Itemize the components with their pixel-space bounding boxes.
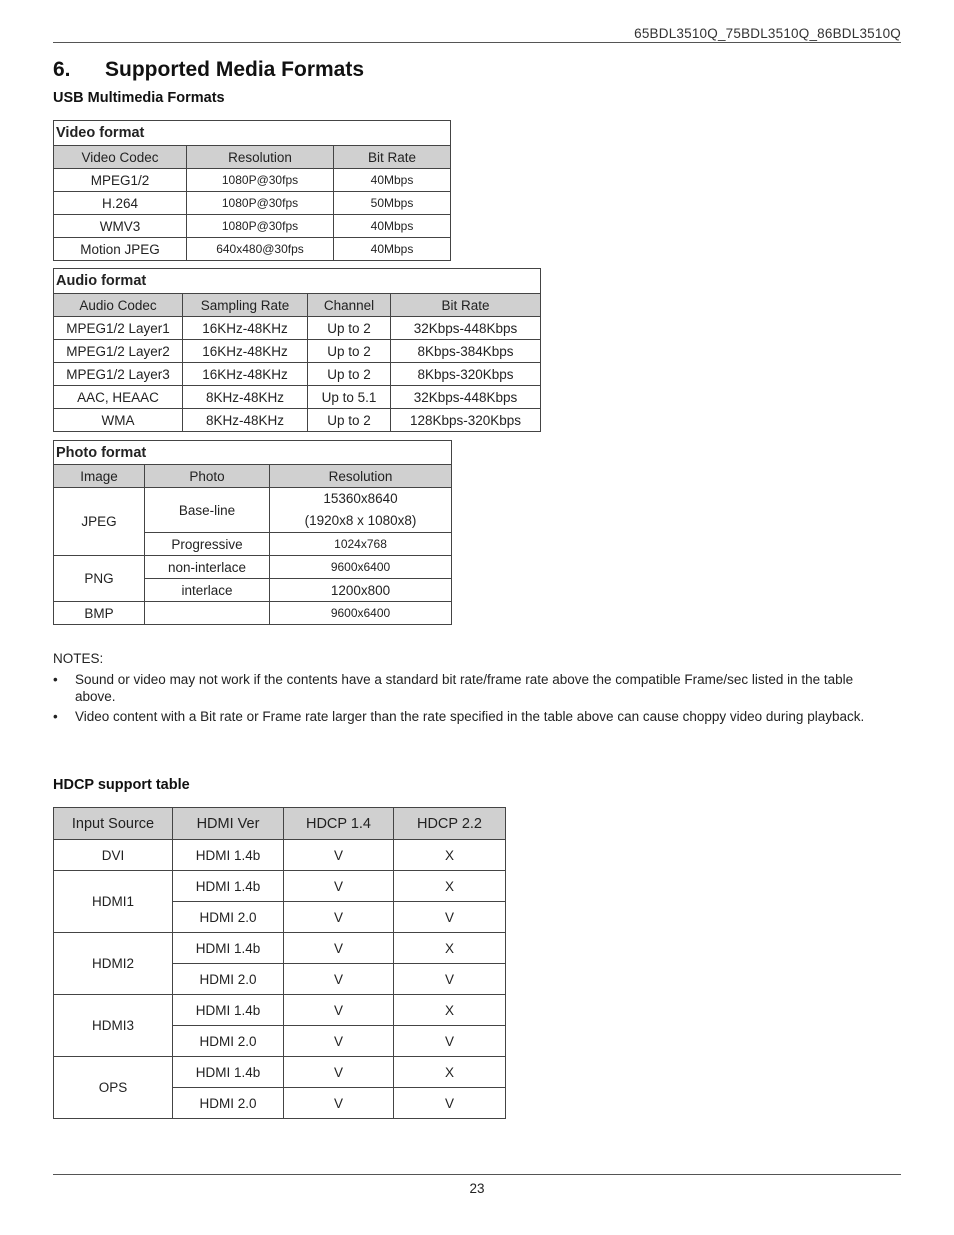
footer-rule [53,1174,901,1175]
table-row [54,238,451,261]
audio-bitrate-cell: 8Kbps-320Kbps [391,363,541,386]
video-header-bitrate: Bit Rate [334,146,451,169]
audio-sampling-cell: 16KHz-48KHz [183,363,308,386]
hdcp14-cell: V [284,1057,394,1088]
photo-bmp-photo [145,602,270,625]
section-number: 6. [53,58,71,81]
video-codec-cell: H.264 [54,192,187,215]
audio-sampling-cell: 16KHz-48KHz [183,317,308,340]
photo-baseline-res-line2: (1920x8 x 1080x8) [304,513,417,528]
hdcp22-cell: X [394,995,506,1026]
photo-image-png: PNG [54,556,145,602]
table-row [54,1057,506,1088]
hdcp-source-dvi: DVI [54,840,173,871]
notes-list [53,671,893,725]
hdcp-ver-cell: HDMI 1.4b [173,933,284,964]
header-model-number: 65BDL3510Q_75BDL3510Q_86BDL3510Q [634,26,901,41]
hdcp-header-hdcp14: HDCP 1.4 [284,808,394,840]
photo-baseline-res-line1: 15360x8640 [323,491,398,506]
hdcp-header-hdmi-ver: HDMI Ver [173,808,284,840]
table-row [54,169,451,192]
hdcp-heading: HDCP support table [53,777,190,793]
table-row [54,995,506,1026]
hdcp-ver-cell: HDMI 2.0 [173,964,284,995]
hdcp22-cell: X [394,871,506,902]
video-format-caption: Video format [54,121,451,146]
photo-noninterlace-resolution: 9600x6400 [270,556,452,579]
table-row [54,215,451,238]
photo-noninterlace: non-interlace [145,556,270,579]
hdcp14-cell: V [284,933,394,964]
list-item [53,708,893,725]
hdcp-ver-cell: HDMI 2.0 [173,902,284,933]
hdcp-source-hdmi3: HDMI3 [54,995,173,1057]
audio-codec-cell: WMA [54,409,183,432]
audio-channel-cell: Up to 2 [308,317,391,340]
video-bitrate-cell: 40Mbps [334,169,451,192]
note-text: Video content with a Bit rate or Frame rate larger than the rate specified in the table above can cause choppy video during playback. [75,709,865,724]
hdcp-ver-cell: HDMI 1.4b [173,995,284,1026]
table-row [54,556,452,579]
section-title [53,58,364,82]
hdcp22-cell: V [394,1026,506,1057]
hdcp22-cell: V [394,902,506,933]
hdcp14-cell: V [284,840,394,871]
audio-codec-cell: MPEG1/2 Layer3 [54,363,183,386]
audio-format-caption: Audio format [54,269,541,294]
video-bitrate-cell: 50Mbps [334,192,451,215]
table-row [54,340,541,363]
hdcp22-cell: X [394,840,506,871]
photo-interlace-resolution: 1200x800 [270,579,452,602]
photo-image-jpeg: JPEG [54,488,145,556]
hdcp14-cell: V [284,902,394,933]
table-row [54,933,506,964]
video-format-table [53,120,451,261]
video-resolution-cell: 1080P@30fps [187,215,334,238]
hdcp14-cell: V [284,964,394,995]
note-text: Sound or video may not work if the contents have a standard bit rate/frame rate above the compatible Frame/sec listed in the table above. [75,672,854,704]
table-row [54,192,451,215]
video-codec-cell: WMV3 [54,215,187,238]
video-codec-cell: Motion JPEG [54,238,187,261]
notes-section [53,650,893,728]
table-row [54,871,506,902]
table-row [54,840,506,871]
hdcp-ver-cell: HDMI 1.4b [173,871,284,902]
notes-label: NOTES: [53,651,104,666]
hdcp22-cell: X [394,1057,506,1088]
hdcp-table [53,807,506,1119]
list-item [53,671,893,705]
hdcp-source-hdmi2: HDMI2 [54,933,173,995]
audio-header-codec: Audio Codec [54,294,183,317]
hdcp-ver-cell: HDMI 1.4b [173,1057,284,1088]
table-row [54,317,541,340]
photo-image-bmp: BMP [54,602,145,625]
audio-format-table [53,268,541,432]
table-row [54,409,541,432]
audio-bitrate-cell: 32Kbps-448Kbps [391,317,541,340]
hdcp-ver-cell: HDMI 1.4b [173,840,284,871]
hdcp14-cell: V [284,995,394,1026]
audio-channel-cell: Up to 2 [308,340,391,363]
hdcp-ver-cell: HDMI 2.0 [173,1088,284,1119]
audio-header-channel: Channel [308,294,391,317]
hdcp14-cell: V [284,1088,394,1119]
video-codec-cell: MPEG1/2 [54,169,187,192]
photo-format-caption: Photo format [54,441,452,465]
video-header-codec: Video Codec [54,146,187,169]
section-title-text: Supported Media Formats [105,58,365,81]
hdcp-header-hdcp22: HDCP 2.2 [394,808,506,840]
page-number: 23 [469,1181,485,1196]
audio-channel-cell: Up to 2 [308,409,391,432]
audio-codec-cell: MPEG1/2 Layer1 [54,317,183,340]
hdcp-header-input-source: Input Source [54,808,173,840]
audio-bitrate-cell: 128Kbps-320Kbps [391,409,541,432]
audio-sampling-cell: 16KHz-48KHz [183,340,308,363]
video-bitrate-cell: 40Mbps [334,215,451,238]
photo-header-photo: Photo [145,465,270,488]
hdcp22-cell: V [394,1088,506,1119]
audio-sampling-cell: 8KHz-48KHz [183,386,308,409]
photo-bmp-resolution: 9600x6400 [270,602,452,625]
table-row [54,386,541,409]
hdcp-ver-cell: HDMI 2.0 [173,1026,284,1057]
bullet-icon: • [53,672,58,687]
audio-sampling-cell: 8KHz-48KHz [183,409,308,432]
table-row [54,488,452,533]
video-bitrate-cell: 40Mbps [334,238,451,261]
photo-progressive: Progressive [145,533,270,556]
hdcp14-cell: V [284,871,394,902]
photo-baseline-resolution [270,488,452,533]
video-resolution-cell: 1080P@30fps [187,192,334,215]
audio-bitrate-cell: 8Kbps-384Kbps [391,340,541,363]
hdcp-source-ops: OPS [54,1057,173,1119]
table-row [54,363,541,386]
audio-channel-cell: Up to 2 [308,363,391,386]
audio-header-sampling-rate: Sampling Rate [183,294,308,317]
hdcp14-cell: V [284,1026,394,1057]
video-header-resolution: Resolution [187,146,334,169]
video-resolution-cell: 640x480@30fps [187,238,334,261]
audio-channel-cell: Up to 5.1 [308,386,391,409]
video-resolution-cell: 1080P@30fps [187,169,334,192]
audio-header-bitrate: Bit Rate [391,294,541,317]
hdcp22-cell: V [394,964,506,995]
hdcp22-cell: X [394,933,506,964]
hdcp-source-hdmi1: HDMI1 [54,871,173,933]
usb-formats-heading: USB Multimedia Formats [53,90,225,106]
header-rule [53,42,901,43]
audio-bitrate-cell: 32Kbps-448Kbps [391,386,541,409]
audio-codec-cell: MPEG1/2 Layer2 [54,340,183,363]
photo-interlace: interlace [145,579,270,602]
table-row [54,602,452,625]
audio-codec-cell: AAC, HEAAC [54,386,183,409]
photo-header-resolution: Resolution [270,465,452,488]
bullet-icon: • [53,709,58,724]
photo-header-image: Image [54,465,145,488]
photo-format-table [53,440,452,625]
photo-progressive-resolution: 1024x768 [270,533,452,556]
photo-baseline: Base-line [145,488,270,533]
